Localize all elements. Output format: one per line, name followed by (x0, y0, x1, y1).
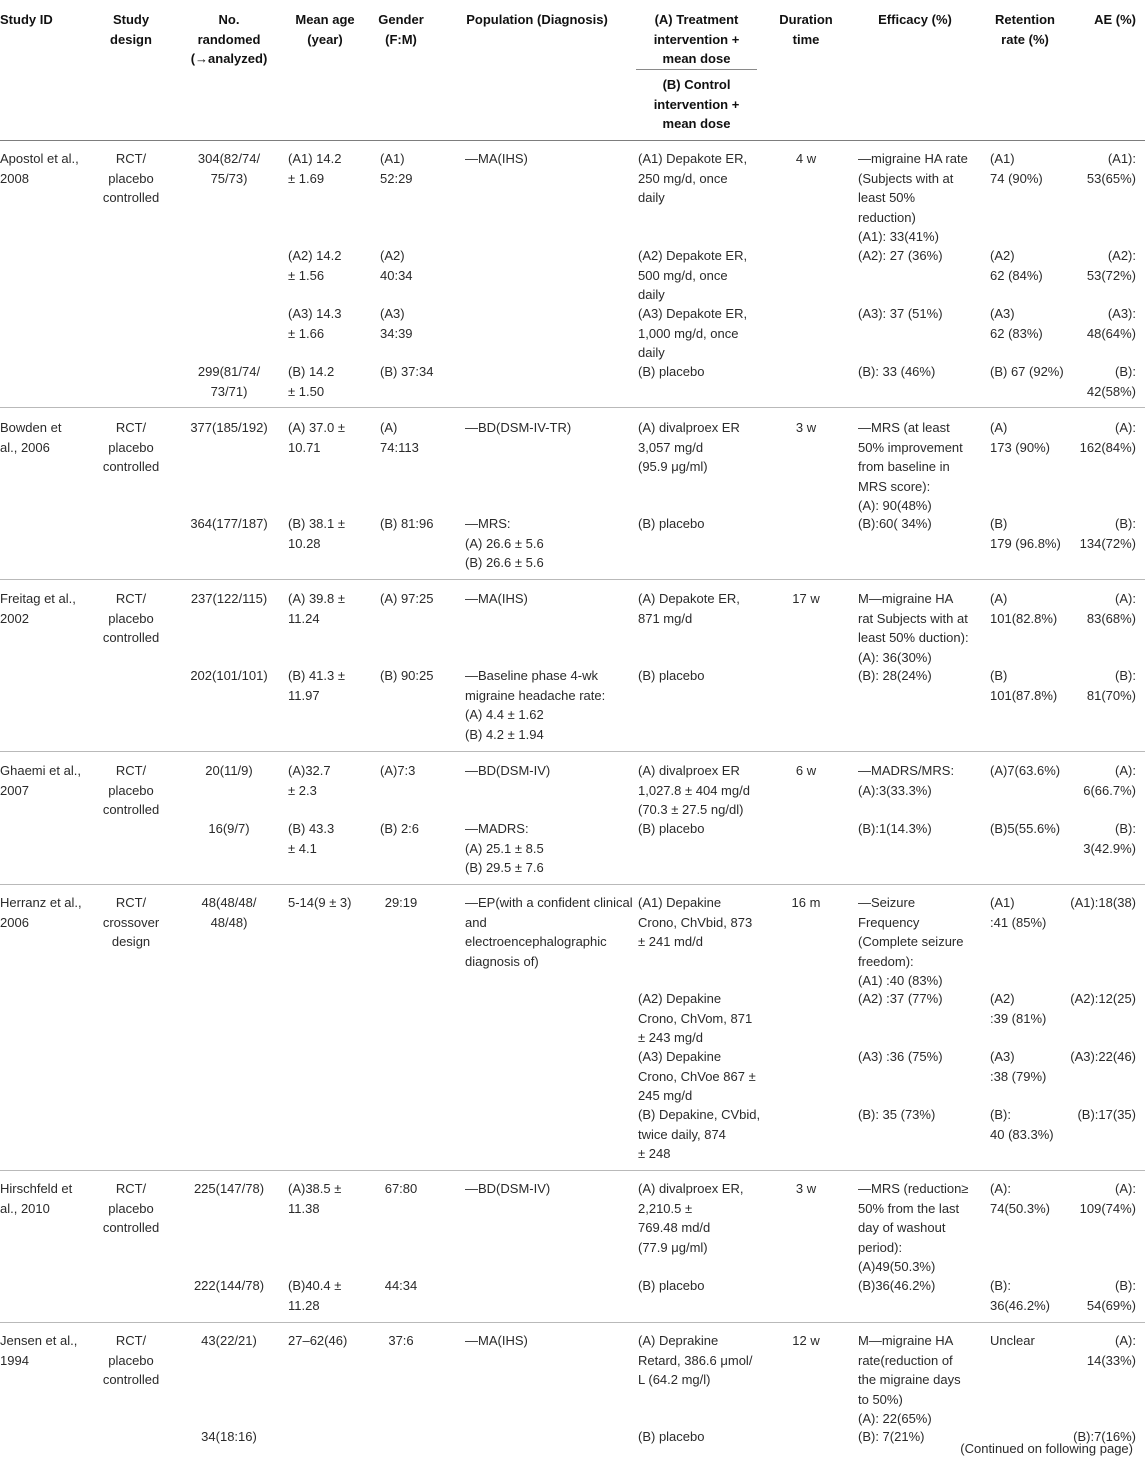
header-rule (0, 140, 1145, 141)
adverse-events: (B): 42(58%) (1086, 364, 1136, 399)
intervention: (B) placebo (638, 821, 705, 836)
duration: 4 w (795, 151, 817, 166)
mean-age: (B) 14.2 ± 1.50 (288, 364, 335, 399)
efficacy: (B): 7(21%) (858, 1429, 925, 1444)
adverse-events: (B): 3(42.9%) (1083, 821, 1136, 856)
mean-age: 5-14(9 ± 3) (288, 895, 352, 910)
efficacy: (A2): 27 (36%) (858, 248, 943, 263)
study-design: RCT/ placebo controlled (102, 420, 160, 474)
study-design: RCT/ placebo controlled (102, 151, 160, 205)
adverse-events: (A): 14(33%) (1086, 1333, 1136, 1368)
n-randomized: 237(122/115) (190, 591, 268, 606)
header-control: (B) Control intervention + mean dose (653, 77, 740, 131)
intervention: (A) Depakote ER, 871 mg/d (638, 591, 740, 626)
efficacy: —migraine HA rate (Subjects with at least 50% reduction) (A1): 33(41%) (858, 151, 968, 244)
header-study-design: Study design (110, 12, 152, 47)
study-id: Ghaemi et al., 2007 (0, 763, 81, 798)
study-id: Hirschfeld et al., 2010 (0, 1181, 73, 1216)
study-design: RCT/ placebo controlled (102, 591, 160, 645)
n-randomized: 377(185/192) (190, 420, 268, 435)
efficacy: —MADRS/MRS: (A):3(33.3%) (858, 763, 955, 798)
mean-age: (A3) 14.3 ± 1.66 (288, 306, 342, 341)
adverse-events: (A1): 53(65%) (1086, 151, 1136, 186)
population: —MADRS: (A) 25.1 ± 8.5 (B) 29.5 ± 7.6 (465, 821, 544, 875)
efficacy: (A3) :36 (75%) (858, 1049, 943, 1064)
population: —BD(DSM-IV) (465, 1181, 551, 1196)
adverse-events: (A2):12(25) (1070, 991, 1136, 1006)
intervention: (A1) Depakote ER, 250 mg/d, once daily (638, 151, 748, 205)
row-divider (0, 884, 1145, 885)
efficacy: M—migraine HA rate(reduction of the migraine days to 50%) (A): 22(65%) (858, 1333, 961, 1426)
header-gender: Gender (F:M) (378, 12, 424, 47)
study-design: RCT/ crossover design (102, 895, 160, 949)
n-randomized: 225(147/78) (193, 1181, 265, 1196)
retention-rate: (B) 67 (92%) (990, 364, 1064, 379)
efficacy: (B)36(46.2%) (858, 1278, 936, 1293)
gender-ratio: (B) 2:6 (380, 821, 420, 836)
gender-ratio: (B) 90:25 (380, 668, 434, 683)
adverse-events: (B): 81(70%) (1086, 668, 1136, 703)
header-mean-age: Mean age (year) (295, 12, 355, 47)
efficacy: —MRS (reduction≥ 50% from the last day of washout period): (A)49(50.3%) (858, 1181, 969, 1274)
population: —MRS: (A) 26.6 ± 5.6 (B) 26.6 ± 5.6 (465, 516, 544, 570)
adverse-events: (A2): 53(72%) (1086, 248, 1136, 283)
mean-age: (B) 38.1 ± 10.28 (288, 516, 345, 551)
mean-age: (A1) 14.2 ± 1.69 (288, 151, 342, 186)
retention-rate: (B): 40 (83.3%) (990, 1107, 1054, 1142)
header-efficacy: Efficacy (%) (878, 12, 952, 27)
header-retention: Retention rate (%) (995, 12, 1055, 47)
gender-ratio: (A) 97:25 (380, 591, 434, 606)
gender-ratio: 67:80 (384, 1181, 418, 1196)
study-design: RCT/ placebo controlled (102, 1181, 160, 1235)
population: —MA(IHS) (465, 591, 528, 606)
intervention: (B) placebo (638, 364, 705, 379)
retention-rate: (A2) :39 (81%) (990, 991, 1047, 1026)
row-divider (0, 1170, 1145, 1171)
header-treatment: (A) Treatment intervention + mean dose (653, 12, 740, 66)
retention-rate: (A2) 62 (84%) (990, 248, 1043, 283)
retention-rate: (A)7(63.6%) (990, 763, 1061, 778)
efficacy: —Seizure Frequency (Complete seizure freedom): (A1) :40 (83%) (858, 895, 964, 988)
intervention: (A) divalproex ER 3,057 mg/d (95.9 μg/ml) (638, 420, 740, 474)
retention-rate: (A1) :41 (85%) (990, 895, 1047, 930)
retention-rate: (A) 173 (90%) (990, 420, 1050, 455)
mean-age: (A) 39.8 ± 11.24 (288, 591, 345, 626)
efficacy: (B): 28(24%) (858, 668, 932, 683)
intervention: (A) Deprakine Retard, 386.6 μmol/ L (64.2 mg/l) (638, 1333, 753, 1387)
n-randomized: 34(18:16) (201, 1429, 257, 1444)
gender-ratio: (A)7:3 (380, 763, 416, 778)
n-randomized: 48(48/48/ 48/48) (201, 895, 257, 930)
study-id: Herranz et al., 2006 (0, 895, 82, 930)
duration: 3 w (795, 420, 817, 435)
intervention: (A3) Depakote ER, 1,000 mg/d, once daily (638, 306, 748, 360)
retention-rate: (B) 101(87.8%) (990, 668, 1058, 703)
efficacy: —MRS (at least 50% improvement from baseline in MRS score): (A): 90(48%) (858, 420, 963, 513)
adverse-events: (B): 54(69%) (1086, 1278, 1136, 1313)
header-no-randomed: No. randomed (→analyzed) (190, 12, 268, 66)
retention-rate: (B)5(55.6%) (990, 821, 1061, 836)
intervention: (B) placebo (638, 1429, 705, 1444)
efficacy: (A2) :37 (77%) (858, 991, 943, 1006)
continued-note: (Continued on following page) (960, 1441, 1133, 1456)
retention-rate: (A1) 74 (90%) (990, 151, 1043, 186)
adverse-events: (A): 162(84%) (1079, 420, 1136, 455)
adverse-events: (A): 83(68%) (1086, 591, 1136, 626)
intervention: (A3) Depakine Crono, ChVoe 867 ± 245 mg/d (638, 1049, 756, 1103)
efficacy: (B):60( 34%) (858, 516, 932, 531)
population: —MA(IHS) (465, 151, 528, 166)
retention-rate: Unclear (990, 1333, 1035, 1348)
duration: 17 w (792, 591, 820, 606)
n-randomized: 299(81/74/ 73/71) (197, 364, 261, 399)
gender-ratio: (A3) 34:39 (380, 306, 413, 341)
study-id: Freitag et al., 2002 (0, 591, 76, 626)
header-study-id: Study ID (0, 12, 53, 27)
mean-age: (A2) 14.2 ± 1.56 (288, 248, 342, 283)
intervention: (A1) Depakine Crono, ChVbid, 873 ± 241 md/d (638, 895, 753, 949)
header-divider (636, 69, 757, 70)
n-randomized: 222(144/78) (193, 1278, 265, 1293)
population: —BD(DSM-IV) (465, 763, 551, 778)
adverse-events: (B): 134(72%) (1079, 516, 1136, 551)
mean-age: (B)40.4 ± 11.28 (288, 1278, 342, 1313)
row-divider (0, 579, 1145, 580)
retention-rate: (A3) :38 (79%) (990, 1049, 1047, 1084)
mean-age: (A)32.7 ± 2.3 (288, 763, 331, 798)
intervention: (B) placebo (638, 516, 705, 531)
adverse-events: (A1):18(38) (1070, 895, 1136, 910)
intervention: (B) placebo (638, 668, 705, 683)
mean-age: 27–62(46) (288, 1333, 348, 1348)
population: —EP(with a confident clinical and electroencephalographic diagnosis of) (465, 895, 633, 969)
efficacy: M—migraine HA rat Subjects with at least 50% duction): (A): 36(30%) (858, 591, 969, 665)
efficacy: (B): 33 (46%) (858, 364, 936, 379)
adverse-events: (B):17(35) (1077, 1107, 1136, 1122)
retention-rate: (B): 36(46.2%) (990, 1278, 1050, 1313)
mean-age: (B) 41.3 ± 11.97 (288, 668, 345, 703)
gender-ratio: 37:6 (388, 1333, 414, 1348)
duration: 6 w (795, 763, 817, 778)
gender-ratio: (A) 74:113 (380, 420, 419, 455)
gender-ratio: (A1) 52:29 (380, 151, 413, 186)
gender-ratio: (B) 37:34 (380, 364, 434, 379)
gender-ratio: 29:19 (384, 895, 418, 910)
header-duration: Duration time (779, 12, 833, 47)
intervention: (B) Depakine, CVbid, twice daily, 874 ± 248 (638, 1107, 761, 1161)
mean-age: (B) 43.3 ± 4.1 (288, 821, 335, 856)
row-divider (0, 407, 1145, 408)
intervention: (A) divalproex ER, 2,210.5 ± 769.48 md/d (77.9 μg/ml) (638, 1181, 744, 1255)
adverse-events: (B):7(16%) (1073, 1429, 1136, 1444)
adverse-events: (A3):22(46) (1070, 1049, 1136, 1064)
n-randomized: 364(177/187) (190, 516, 268, 531)
duration: 3 w (795, 1181, 817, 1196)
gender-ratio: (B) 81:96 (380, 516, 434, 531)
gender-ratio: 44:34 (384, 1278, 418, 1293)
duration: 16 m (791, 895, 821, 910)
study-id: Apostol et al., 2008 (0, 151, 79, 186)
study-design: RCT/ placebo controlled (102, 1333, 160, 1387)
row-divider (0, 751, 1145, 752)
retention-rate: (A) 101(82.8%) (990, 591, 1058, 626)
retention-rate: (A): 74(50.3%) (990, 1181, 1050, 1216)
retention-rate: (A3) 62 (83%) (990, 306, 1043, 341)
adverse-events: (A): 6(66.7%) (1083, 763, 1136, 798)
efficacy: (A3): 37 (51%) (858, 306, 943, 321)
efficacy: (B): 35 (73%) (858, 1107, 936, 1122)
study-id: Bowden et al., 2006 (0, 420, 62, 455)
intervention: (A) divalproex ER 1,027.8 ± 404 mg/d (70.3 ± 27.5 ng/dl) (638, 763, 750, 817)
n-randomized: 43(22/21) (201, 1333, 257, 1348)
n-randomized: 304(82/74/ 75/73) (197, 151, 261, 186)
n-randomized: 16(9/7) (208, 821, 250, 836)
n-randomized: 202(101/101) (190, 668, 268, 683)
efficacy: (B):1(14.3%) (858, 821, 932, 836)
retention-rate: (B) 179 (96.8%) (990, 516, 1061, 551)
intervention: (B) placebo (638, 1278, 705, 1293)
study-id: Jensen et al., 1994 (0, 1333, 78, 1368)
header-ae: AE (%) (1094, 12, 1136, 27)
duration: 12 w (792, 1333, 820, 1348)
intervention: (A2) Depakine Crono, ChVom, 871 ± 243 mg/d (638, 991, 753, 1045)
mean-age: (A)38.5 ± 11.38 (288, 1181, 342, 1216)
population: —MA(IHS) (465, 1333, 528, 1348)
adverse-events: (A3): 48(64%) (1086, 306, 1136, 341)
intervention: (A2) Depakote ER, 500 mg/d, once daily (638, 248, 748, 302)
adverse-events: (A): 109(74%) (1079, 1181, 1136, 1216)
mean-age: (A) 37.0 ± 10.71 (288, 420, 345, 455)
population: —Baseline phase 4-wk migraine headache rate: (A) 4.4 ± 1.62 (B) 4.2 ± 1.94 (465, 668, 606, 742)
row-divider (0, 1322, 1145, 1323)
n-randomized: 20(11/9) (205, 763, 253, 778)
header-population: Population (Diagnosis) (466, 12, 608, 27)
gender-ratio: (A2) 40:34 (380, 248, 413, 283)
population: —BD(DSM-IV-TR) (465, 420, 572, 435)
study-design: RCT/ placebo controlled (102, 763, 160, 817)
